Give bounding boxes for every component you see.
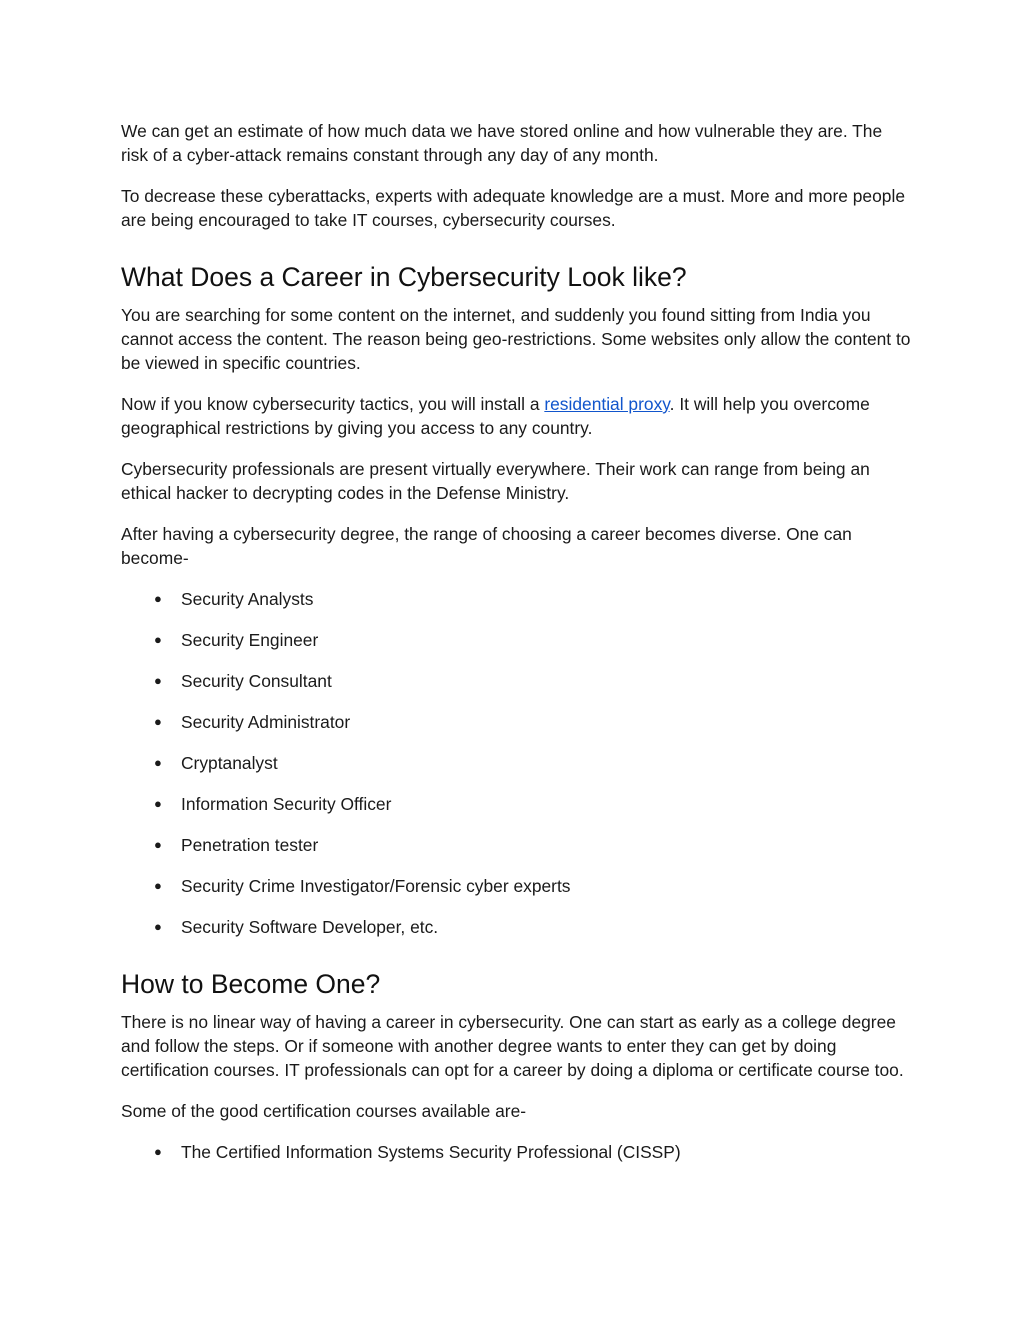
list-item bbox=[121, 874, 911, 898]
intro-paragraph-1: We can get an estimate of how much data we have stored online and how vulnerable they are. The risk of a cyber-attack remains constant through any day of any month. bbox=[121, 121, 883, 165]
bullet-icon: ● bbox=[154, 919, 162, 934]
list-item bbox=[121, 833, 911, 857]
list-item-label: Information Security Officer bbox=[181, 794, 392, 814]
list-item bbox=[121, 1140, 911, 1164]
list-item bbox=[121, 792, 911, 816]
career-paragraph-3: Cybersecurity professionals are present virtually everywhere. Their work can range from being an ethical hacker to decrypting codes in the Defense Ministry. bbox=[121, 459, 870, 503]
list-item-label: Cryptanalyst bbox=[181, 753, 278, 773]
career-paragraph-2-end: . It will help you overcome geographical restrictions by giving you access to any country. bbox=[121, 394, 870, 438]
career-paragraph-1: You are searching for some content on the internet, and suddenly you found sitting from India you cannot access the content. The reason being geo-restrictions. Some websites only allow the content to be viewed in specific countries. bbox=[121, 305, 911, 373]
bullet-icon: ● bbox=[154, 673, 162, 688]
list-item-label: Security Crime Investigator/Forensic cyber experts bbox=[181, 876, 571, 896]
become-paragraph-1: There is no linear way of having a career in cybersecurity. One can start as early as a college degree and follow the steps. Or if someone with another degree wants to enter they can get by doing certification courses. IT professionals can opt for a career by doing a diploma or certificate course too. bbox=[121, 1012, 904, 1080]
career-paragraph-2-start: Now if you know cybersecurity tactics, you will install a bbox=[121, 394, 545, 414]
list-item-label: Security Consultant bbox=[181, 671, 332, 691]
list-item-label: Security Analysts bbox=[181, 589, 314, 609]
become-heading: How to Become One? bbox=[121, 969, 381, 999]
bullet-icon: ● bbox=[154, 1144, 162, 1159]
career-paragraph-4: After having a cybersecurity degree, the range of choosing a career becomes diverse. One can become- bbox=[121, 524, 852, 568]
list-item-label: Security Software Developer, etc. bbox=[181, 917, 439, 937]
list-item bbox=[121, 751, 911, 775]
list-item-label: The Certified Information Systems Security Professional (CISSP) bbox=[181, 1142, 681, 1162]
list-item bbox=[121, 710, 911, 734]
career-roles-list bbox=[121, 587, 911, 939]
list-item-label: Security Engineer bbox=[181, 630, 319, 650]
bullet-icon: ● bbox=[154, 632, 162, 647]
list-item bbox=[121, 915, 911, 939]
intro-paragraph-2: To decrease these cyberattacks, experts with adequate knowledge are a must. More and more people are being encouraged to take IT courses, cybersecurity courses. bbox=[121, 186, 905, 230]
list-item bbox=[121, 628, 911, 652]
document-page bbox=[121, 119, 911, 1164]
list-item bbox=[121, 587, 911, 611]
list-item-label: Penetration tester bbox=[181, 835, 319, 855]
bullet-icon: ● bbox=[154, 591, 162, 606]
list-item bbox=[121, 669, 911, 693]
certification-courses-list bbox=[121, 1140, 911, 1164]
bullet-icon: ● bbox=[154, 755, 162, 770]
bullet-icon: ● bbox=[154, 837, 162, 852]
bullet-icon: ● bbox=[154, 714, 162, 729]
career-paragraph-2 bbox=[121, 392, 911, 440]
become-paragraph-2: Some of the good certification courses available are- bbox=[121, 1101, 527, 1121]
bullet-icon: ● bbox=[154, 878, 162, 893]
list-item-label: Security Administrator bbox=[181, 712, 351, 732]
career-heading: What Does a Career in Cybersecurity Look like? bbox=[121, 262, 687, 292]
bullet-icon: ● bbox=[154, 796, 162, 811]
residential-proxy-link[interactable]: residential proxy bbox=[544, 394, 670, 414]
